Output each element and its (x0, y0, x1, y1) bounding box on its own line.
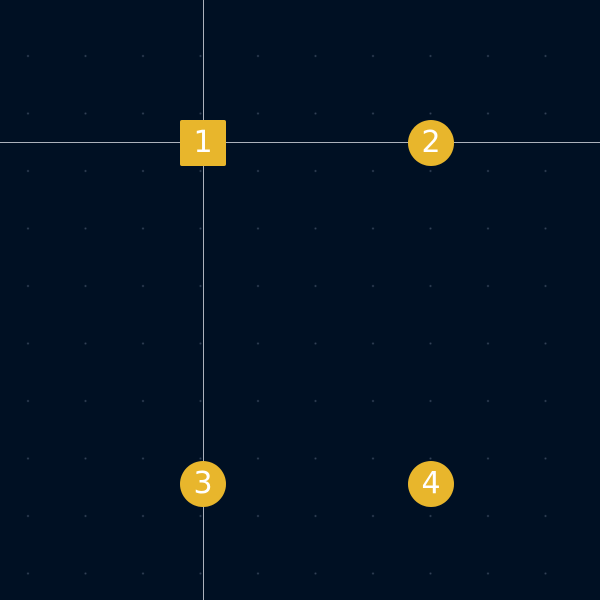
pad-4[interactable] (408, 461, 454, 507)
pad-2[interactable] (408, 120, 454, 166)
pad-2-number: 2 (421, 125, 441, 160)
pad-1[interactable] (180, 120, 226, 166)
pad-1-number: 1 (193, 125, 213, 160)
pad-3[interactable] (180, 461, 226, 507)
cursor-crosshair-horizontal (0, 142, 600, 143)
pad-3-number: 3 (193, 466, 213, 501)
cursor-crosshair-vertical (203, 0, 204, 600)
pad-4-number: 4 (421, 466, 441, 501)
